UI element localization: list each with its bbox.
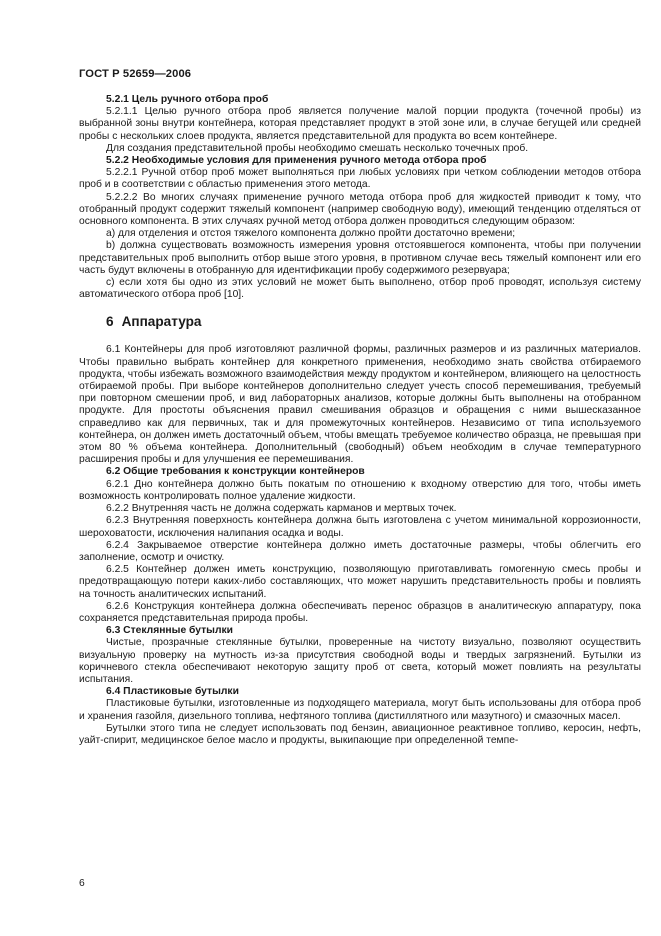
paragraph: a) для отделения и отстоя тяжелого компонента должно пройти достаточно времени; [106, 228, 516, 240]
paragraph: b) должна существовать возможность измерения уровня отстоявшегося компонента, чтобы при получении представительных проб выполнить отбор выше этого уровня, в противном случае весь тяжелый компонент или его часть будут включены в отобранную для идентификации пробу содержимого резервуара; [79, 240, 641, 276]
paragraph: 5.2.2.2 Во многих случаях применение ручного метода отбора проб для жидкостей приводит к тому, что отобранный продукт содержит тяжелый компонент (например свободную воду), имеющий тенденцию отделяться от основного компонента. В этих случаях ручной метод отбора должен проводиться следующим образом: [79, 191, 641, 228]
section-heading [79, 313, 641, 331]
paragraph: Для создания представительной пробы необходимо смешать несколько точечных проб. [106, 142, 529, 154]
paragraph: 6.2.1 Дно контейнера должно быть покатым по отношению к входному отверстию для того, чтобы иметь возможность контролировать полное удаление жидкости. [79, 478, 641, 502]
paragraph: Пластиковые бутылки, изготовленные из подходящего материала, могут быть использованы для отбора проб и хранения газойля, дизельного топлива, нефтяного топлива (дистиллятного или мазутного) и смазочных масел. [79, 698, 641, 722]
paragraph: 6.2.5 Контейнер должен иметь конструкцию, позволяющую приготавливать гомогенную смесь пробы и предотвращающую потери каких-либо составляющих, что может нарушить представительность пробы и повлиять на точность аналитических испытаний. [79, 564, 641, 600]
paragraph: Чистые, прозрачные стеклянные бутылки, проверенные на чистоту визуально, позволяют осуществить визуальную проверку на мутность из-за присутствия свободной воды и твердых загрязнений. Бутылки из коричневого стекла обеспечивают некоторую защиту проб от света, который может повлиять на результаты испытания. [79, 637, 641, 685]
page-number: 6 [79, 878, 85, 889]
paragraph: 6.2.4 Закрываемое отверстие контейнера должно иметь достаточные размеры, чтобы облегчить его заполнение, осмотр и очистку. [79, 539, 641, 563]
section-6-content [79, 344, 641, 747]
subsection-heading: 6.4 Пластиковые бутылки [106, 686, 239, 698]
paragraph: Бутылки этого типа не следует использовать под бензин, авиационное реактивное топливо, керосин, нефть, уайт-спирит, медицинское белое масло и продукты, выкипающие при определенной темпе- [79, 722, 641, 746]
page-body [79, 94, 641, 747]
subsection-heading: 6.3 Стеклянные бутылки [106, 625, 233, 637]
paragraph: 5.2.2.1 Ручной отбор проб может выполняться при любых условиях при четком соблюдении методов отбора проб и в соответствии с областью применения этого метода. [79, 167, 641, 191]
subsection-heading: 5.2.2 Необходимые условия для применения ручного метода отбора проб [106, 155, 487, 167]
subsection-heading: 5.2.1 Цель ручного отбора проб [106, 94, 269, 105]
subsection-heading: 6.2 Общие требования к конструкции контейнеров [106, 466, 365, 478]
section-number: 6 [106, 314, 114, 330]
document-header: ГОСТ Р 52659—2006 [79, 68, 192, 80]
paragraph: 5.2.1.1 Целью ручного отбора проб является получение малой порции продукта (точечной пробы) из выбранной зоны внутри контейнера, которая представляет продукт в этой зоне или, в случае бегущей или средней пробы с нескольких слоев продукта, является представительной для продукта во всем контейнере. [79, 106, 641, 142]
paragraph: 6.1 Контейнеры для проб изготовляют различной формы, различных размеров и из различных материалов. Чтобы правильно выбрать контейнер для конкретного применения, необходимо знать свойства отбираемого продукта, чтобы избежать возможного взаимодействия между продуктом и контейнером, влияющего на целостность отбираемой пробы. При выборе контейнеров дополнительно следует учесть способ перемешивания, требуемый при повторном смешении проб, и вид лабораторных анализов, которые должны быть выполнены на отобранном продукте. Для простоты объяснения правил смешивания образцов и обращения с ними вышесказанное справедливо как для первичных, так и для промежуточных контейнеров. Независимо от типа используемого контейнера, он должен иметь достаточный объем, чтобы вмещать требуемое количество образца, не превышая при этом 80 % объема контейнера. Дополнительный (свободный) объем необходим в случае температурного расширения пробы и для улучшения ее перемешивания. [79, 344, 641, 466]
section-title: Аппаратура [121, 314, 202, 330]
paragraph: 6.2.6 Конструкция контейнера должна обеспечивать перенос образцов в аналитическую аппаратуру, пока сохраняется представительная природа пробы. [79, 600, 641, 624]
paragraph: c) если хотя бы одно из этих условий не может быть выполнено, отбор проб проводят, используя систему автоматического отбора проб [10]. [79, 277, 641, 301]
section-5-2-content [79, 94, 641, 301]
paragraph: 6.2.2 Внутренняя часть не должна содержать карманов и мертвых точек. [106, 503, 457, 515]
paragraph: 6.2.3 Внутренняя поверхность контейнера должна быть изготовлена с учетом минимальной коррозионности, шероховатости, исключения налипания осадка и воды. [79, 515, 641, 539]
